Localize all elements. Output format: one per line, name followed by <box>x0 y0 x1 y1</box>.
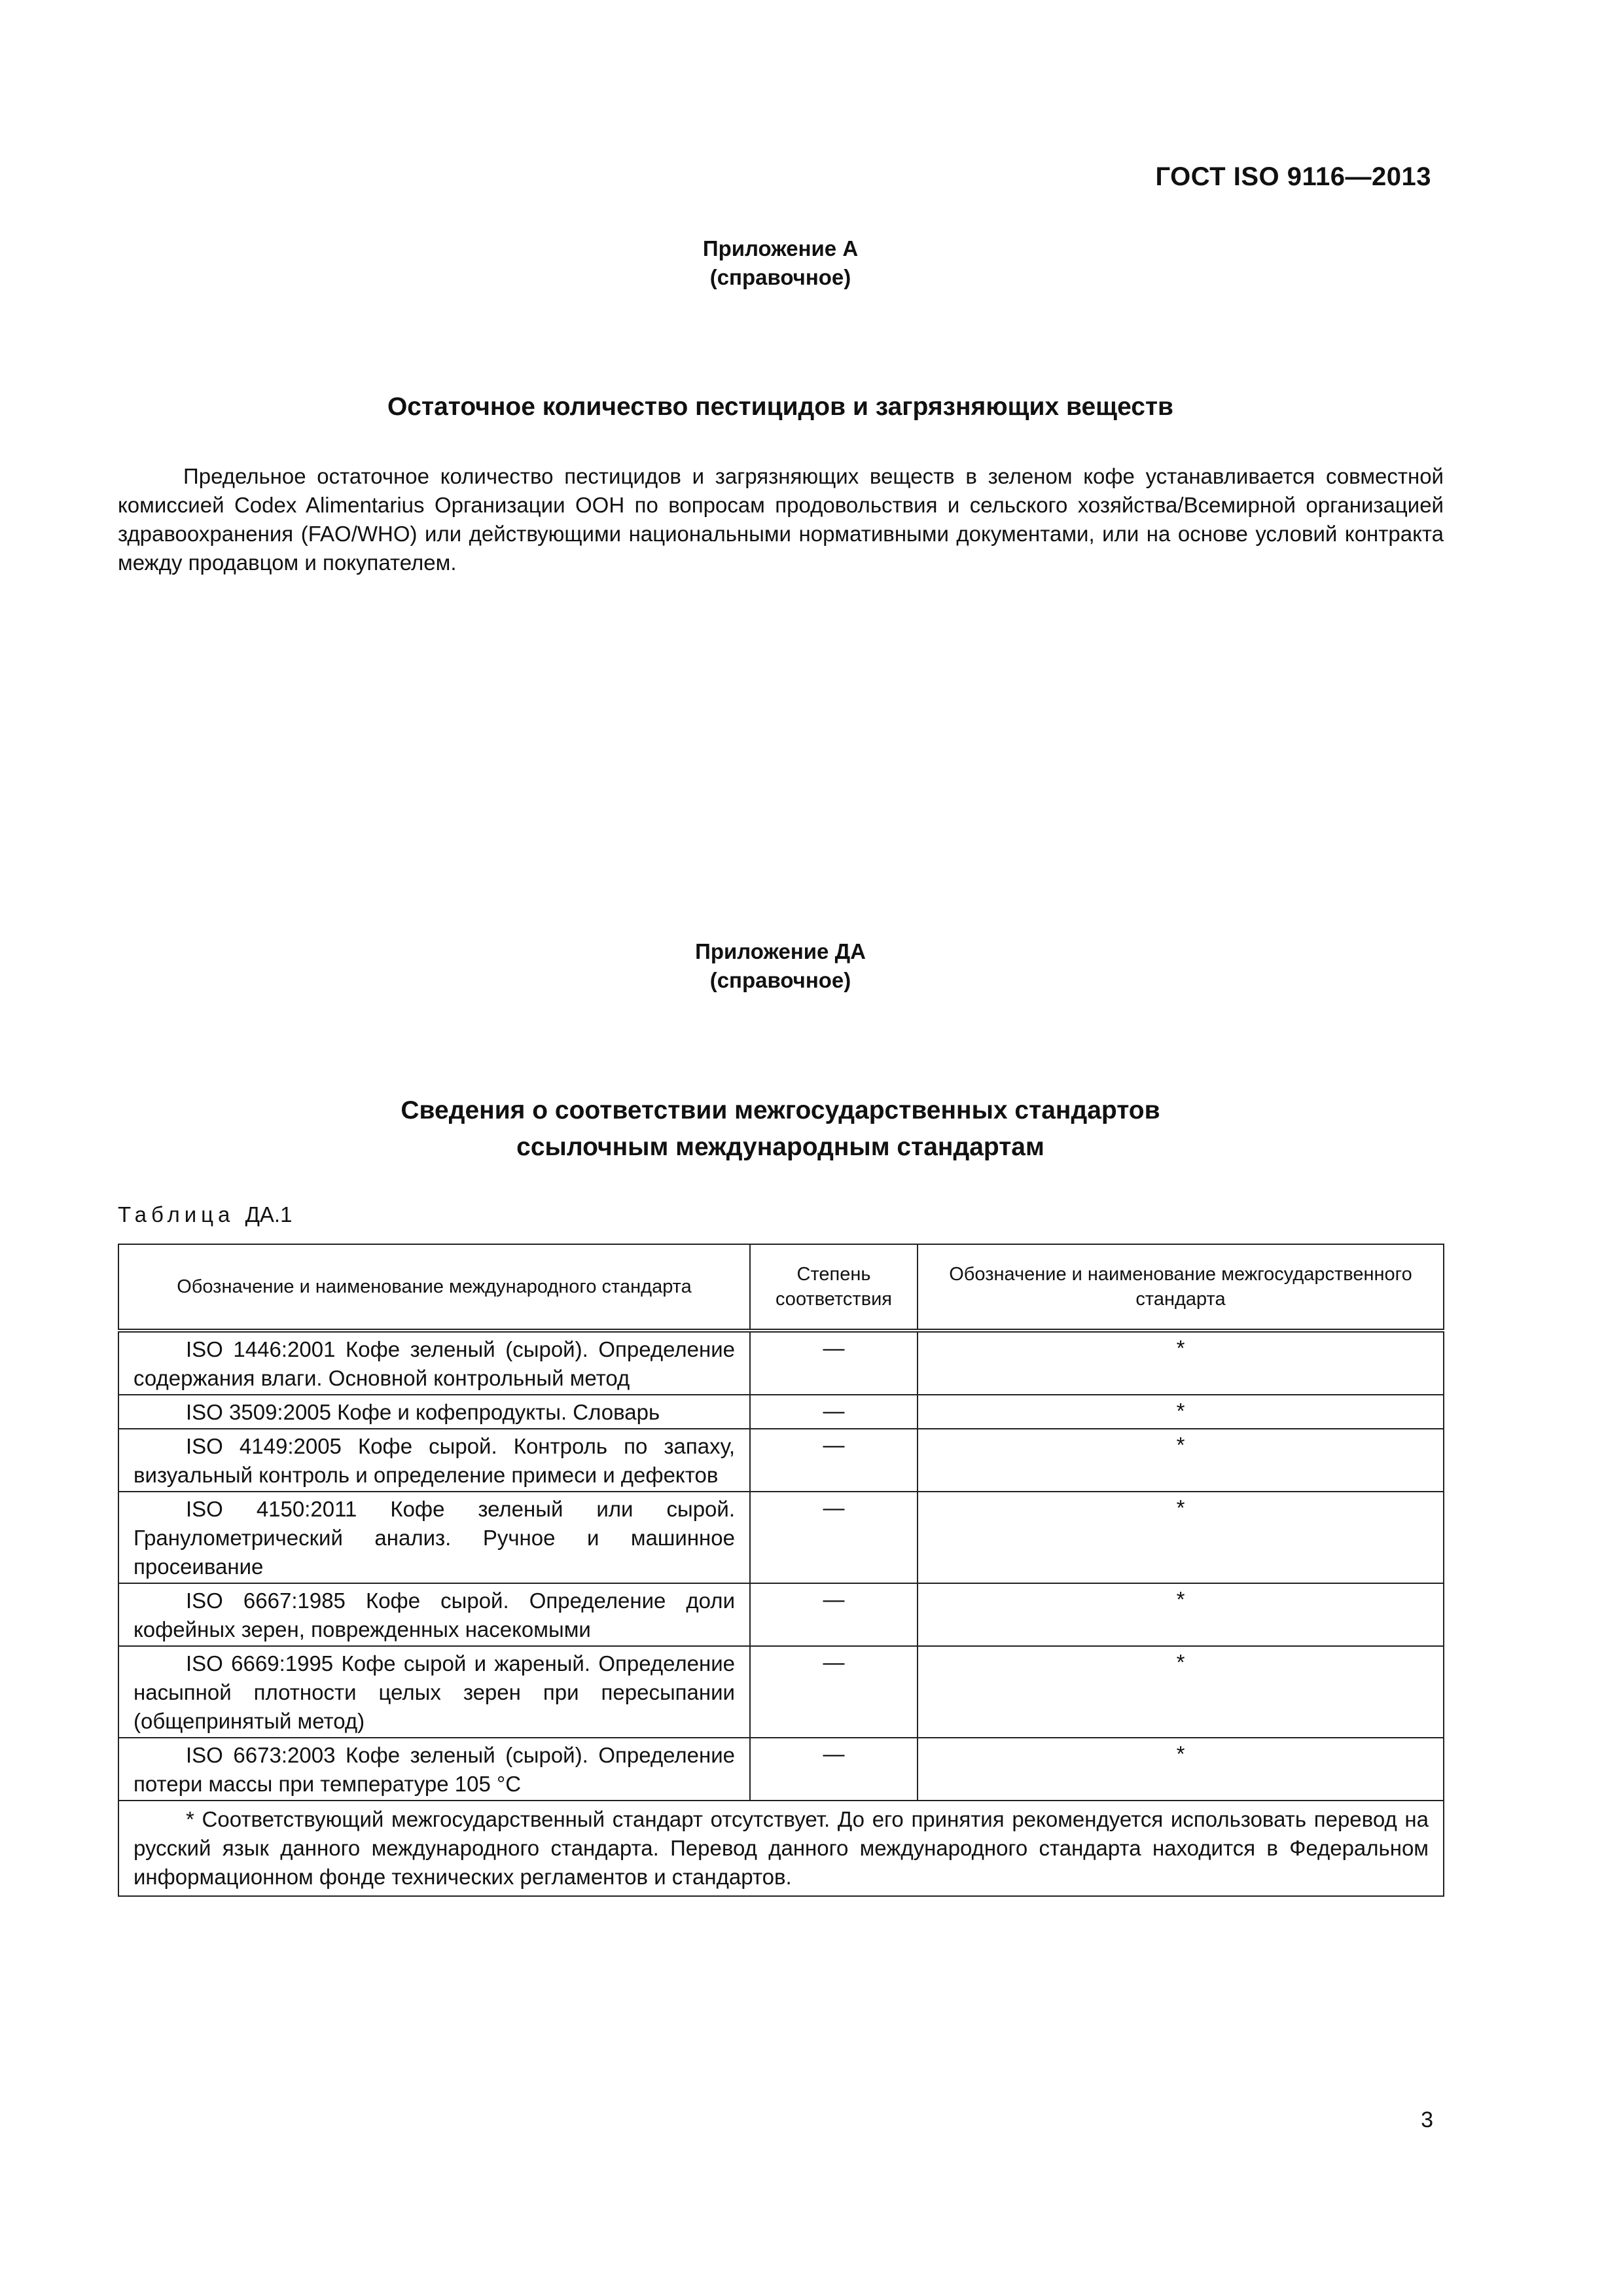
cell-degree: — <box>750 1492 918 1583</box>
cell-standard-name: ISO 6667:1985 Кофе сырой. Определение доли кофейных зерен, поврежденных насекомыми <box>118 1583 750 1646</box>
appendix-da-heading-line2: ссылочным международным стандартам <box>516 1133 1044 1161</box>
appendix-a-kind: (справочное) <box>709 265 851 289</box>
cell-gost: * <box>918 1492 1444 1583</box>
appendix-a-heading: Остаточное количество пестицидов и загрязняющих веществ <box>387 393 1174 421</box>
table-caption <box>118 1202 292 1227</box>
table-row <box>118 1429 1444 1492</box>
table-caption-number: ДА.1 <box>245 1202 293 1227</box>
appendix-a-title: Приложение А <box>702 236 859 260</box>
appendix-da-heading-line1: Сведения о соответствии межгосударственных стандартов <box>401 1096 1160 1124</box>
cell-gost: * <box>918 1583 1444 1646</box>
document-code: ГОСТ ISO 9116—2013 <box>1155 162 1431 191</box>
header-degree: Степень соответствия <box>750 1244 918 1331</box>
appendix-da-title: Приложение ДА <box>695 939 866 963</box>
cell-standard-name: ISO 6673:2003 Кофе зеленый (сырой). Определение потери массы при температуре 105 °С <box>118 1738 750 1801</box>
table-caption-label: Таблица <box>118 1202 235 1227</box>
cell-standard-name: ISO 1446:2001 Кофе зеленый (сырой). Определение содержания влаги. Основной контрольный метод <box>118 1331 750 1395</box>
table-row <box>118 1583 1444 1646</box>
table-row <box>118 1331 1444 1395</box>
cell-gost: * <box>918 1331 1444 1395</box>
appendix-da-kind: (справочное) <box>709 968 851 992</box>
table-row <box>118 1738 1444 1801</box>
cell-standard-name: ISO 6669:1995 Кофе сырой и жареный. Определение насыпной плотности целых зерен при пересыпании (общепринятый метод) <box>118 1646 750 1738</box>
cell-degree: — <box>750 1429 918 1492</box>
cell-gost: * <box>918 1429 1444 1492</box>
cell-degree: — <box>750 1583 918 1646</box>
table-header-row <box>118 1244 1444 1331</box>
cell-degree: — <box>750 1395 918 1429</box>
cell-degree: — <box>750 1331 918 1395</box>
header-international-standard: Обозначение и наименование международного стандарта <box>118 1244 750 1331</box>
page-number: 3 <box>1421 2108 1433 2132</box>
table-row <box>118 1646 1444 1738</box>
appendix-a-header <box>0 234 1561 292</box>
table-footnote: * Соответствующий межгосударственный стандарт отсутствует. До его принятия рекомендуется использовать перевод на русский язык данного международного стандарта. Перевод данного международного стандарта находится в Федеральном информационном фонде технических регламентов и стандартов. <box>118 1801 1444 1896</box>
cell-standard-name: ISO 4149:2005 Кофе сырой. Контроль по запаху, визуальный контроль и определение примеси и дефектов <box>118 1429 750 1492</box>
appendix-da-header <box>0 937 1561 995</box>
table-row <box>118 1492 1444 1583</box>
cell-standard-name: ISO 4150:2011 Кофе зеленый или сырой. Гранулометрический анализ. Ручное и машинное просеивание <box>118 1492 750 1583</box>
header-interstate-standard: Обозначение и наименование межгосударственного стандарта <box>918 1244 1444 1331</box>
cell-gost: * <box>918 1395 1444 1429</box>
standards-table <box>118 1244 1444 1897</box>
cell-degree: — <box>750 1738 918 1801</box>
cell-gost: * <box>918 1646 1444 1738</box>
cell-standard-name: ISO 3509:2005 Кофе и кофепродукты. Словарь <box>118 1395 750 1429</box>
table-row <box>118 1395 1444 1429</box>
cell-degree: — <box>750 1646 918 1738</box>
appendix-da-heading <box>0 1092 1561 1166</box>
cell-gost: * <box>918 1738 1444 1801</box>
table-footnote-row <box>118 1801 1444 1896</box>
appendix-a-paragraph: Предельное остаточное количество пестицидов и загрязняющих веществ в зеленом кофе устанавливается совместной комиссией Codex Alimentarius Организации ООН по вопросам продовольствия и сельского хозяйства/Всемирной организацией здравоохранения (FAO/WHO) или действующими национальными нормативными документами, или на основе условий контракта между продавцом и покупателем. <box>118 464 1444 575</box>
